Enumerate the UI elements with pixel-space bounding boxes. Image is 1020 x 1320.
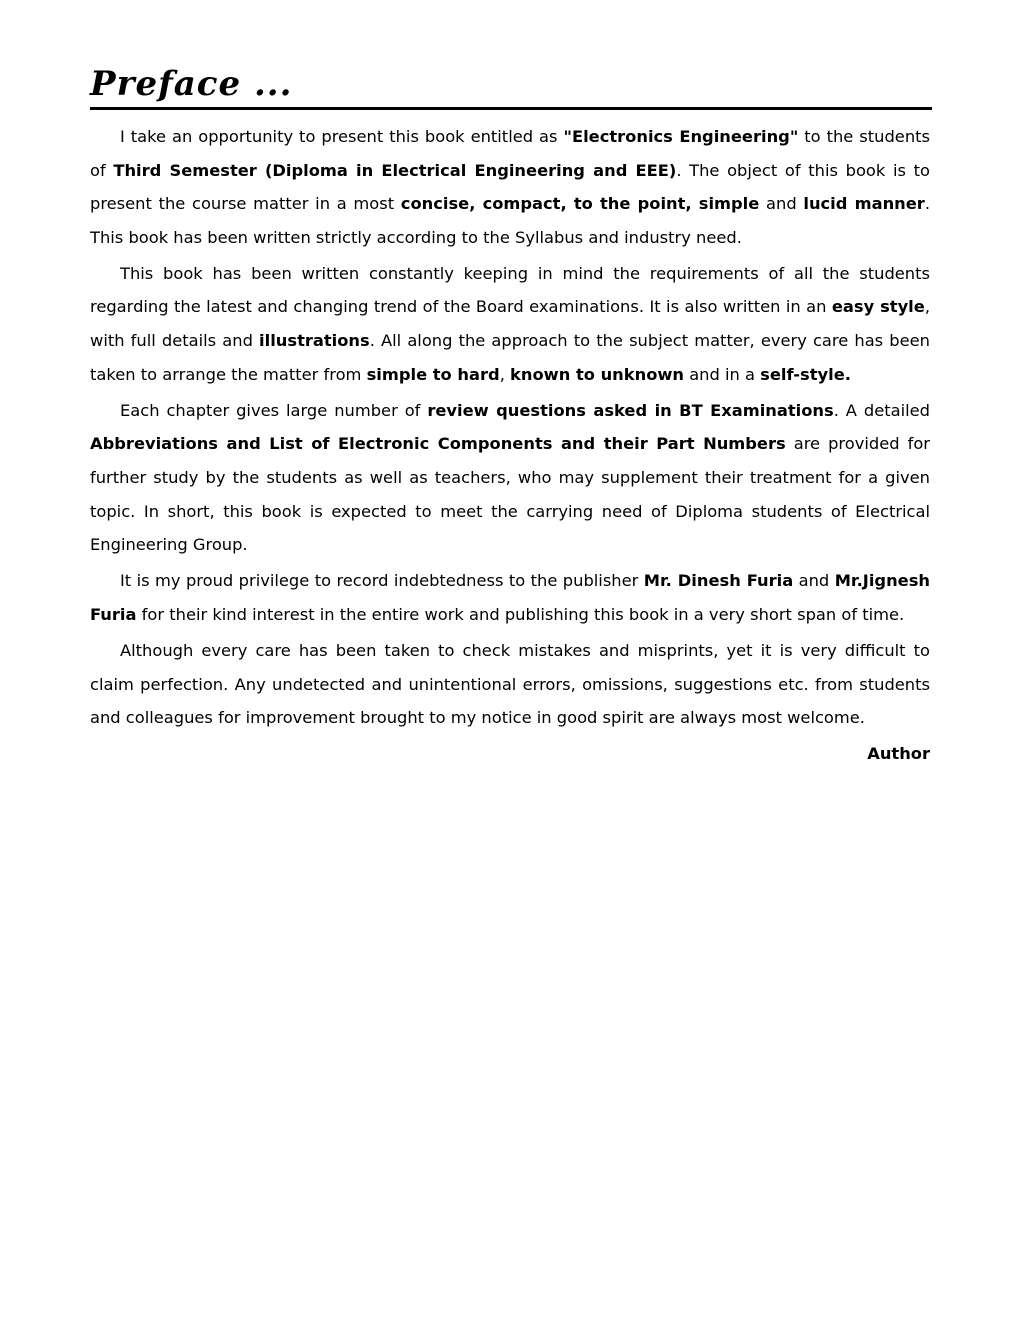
bold-text: self-style.: [760, 364, 851, 384]
bold-text: simple to hard: [366, 364, 500, 384]
text: I take an opportunity to present this book entitled as: [120, 127, 564, 146]
text: . All along the approach to the subject matter, every care has been taken to arrange the matter from: [90, 331, 930, 384]
text: Each chapter gives large number of: [120, 400, 428, 420]
text: and in a: [684, 364, 761, 384]
title-divider: [90, 107, 932, 110]
text: , with full details and: [90, 297, 930, 351]
bold-text: Third Semester (Diploma in Electrical Engineering and EEE): [113, 160, 677, 180]
bold-text: illustrations: [259, 331, 370, 351]
bold-text: lucid manner: [803, 194, 925, 214]
text: ,: [499, 364, 511, 384]
text: to the students of: [90, 127, 931, 180]
text: and: [759, 194, 804, 214]
text: It is my proud privilege to record indebtedness to the publisher: [120, 571, 644, 591]
bold-text: Abbreviations and List of Electronic Components and their Part Numbers: [90, 434, 786, 454]
paragraph: [90, 394, 930, 562]
paragraph: [90, 120, 930, 254]
bold-text: Mr.Jignesh Furia: [90, 571, 930, 624]
text: for their kind interest in the entire work and publishing this book in a very short span of time.: [136, 604, 905, 624]
bold-text: "Electronics Engineering": [563, 127, 799, 146]
text: This book has been written constantly keeping in mind the requirements of all the students regarding the latest and changing trend of the Board examinations. It is also written in an: [90, 263, 930, 317]
bold-text: concise, compact, to the point, simple: [400, 194, 760, 214]
text: and: [793, 571, 835, 591]
paragraph: [90, 257, 930, 391]
text: Although every care has been taken to check mistakes and misprints, yet it is very difficult to claim perfection. Any undetected and unintentional errors, omissions, suggestions etc. from students and colleagues for improvement brought to my notice in good spirit are always most welcome.: [90, 640, 930, 728]
text: are provided for further study by the students as well as teachers, who may supplement their treatment for a given topic. In short, this book is expected to meet the carrying need of Diploma students of Electrical Engineering Group.: [90, 434, 930, 555]
preface-body: [90, 120, 930, 771]
page-title: Preface ...: [90, 64, 293, 104]
author-signature: Author: [867, 744, 930, 764]
text: . A detailed: [833, 400, 930, 420]
bold-text: review questions asked in BT Examinations: [427, 400, 834, 420]
paragraphs: [90, 120, 930, 735]
text: . The object of this book is to present the course matter in a most: [90, 160, 930, 214]
bold-text: Mr. Dinesh Furia: [643, 571, 794, 591]
text: . This book has been written strictly according to the Syllabus and industry need.: [90, 194, 931, 247]
paragraph: [90, 564, 930, 631]
paragraph: [90, 634, 930, 735]
bold-text: easy style: [831, 297, 925, 317]
bold-text: known to unknown: [510, 364, 685, 384]
